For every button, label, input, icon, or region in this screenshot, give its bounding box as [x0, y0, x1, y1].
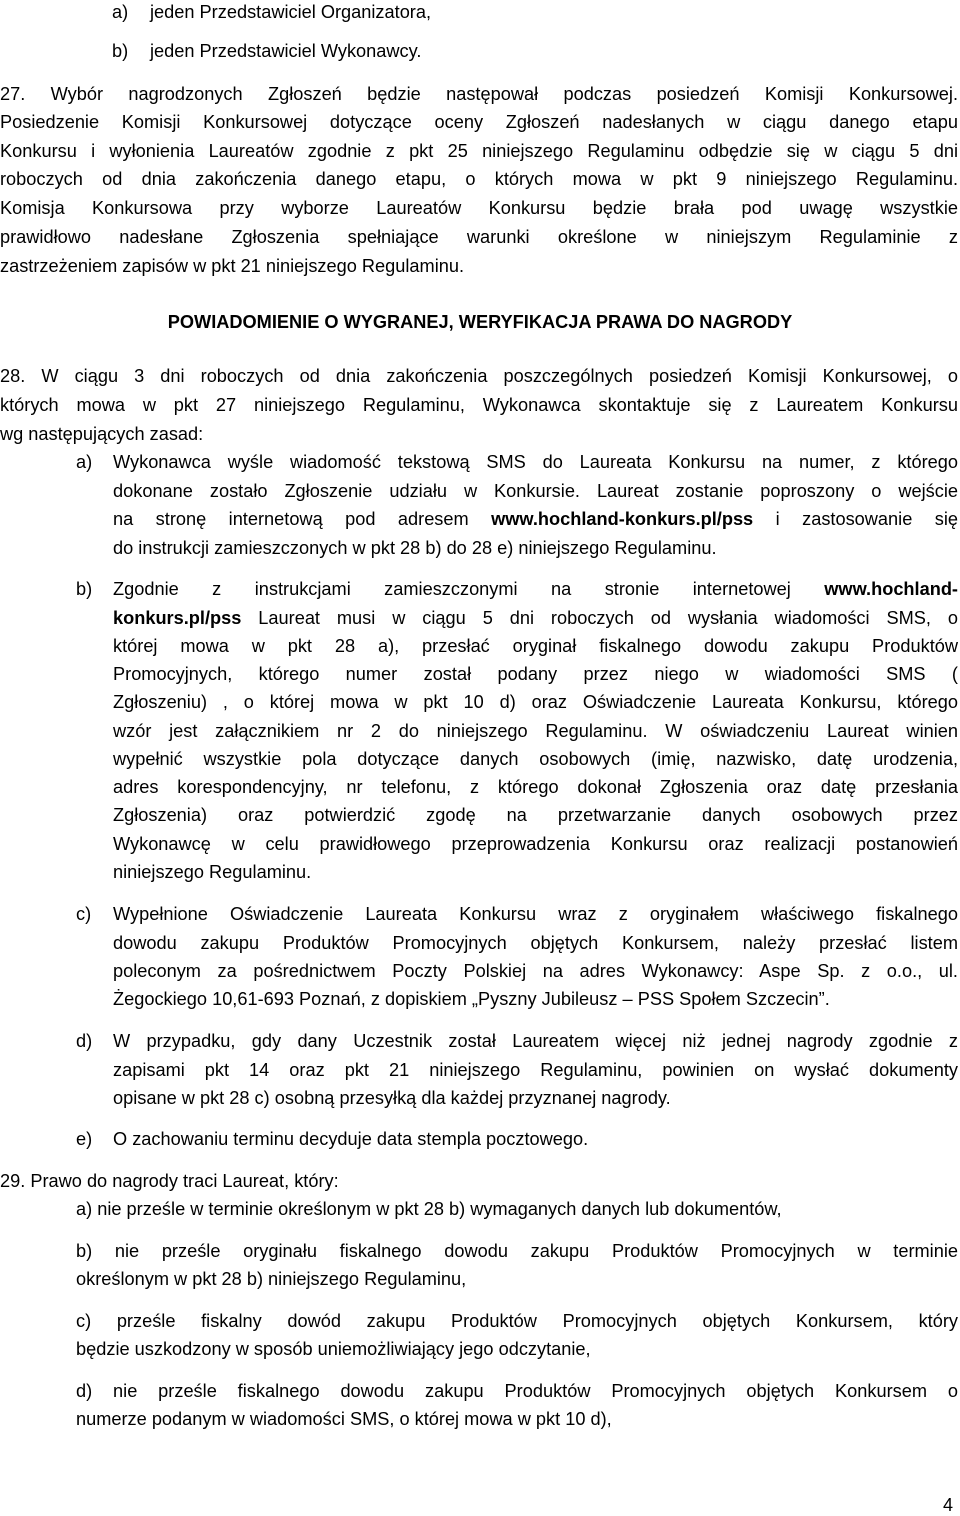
p28-a-line-3-text: na stronę internetową pod adresem	[113, 509, 492, 529]
p28-a-line-1: Wykonawca wyśle wiadomość tekstową SMS do Laureata Konkursu na numer, z którego	[113, 452, 958, 472]
p29-line-1: 29. Prawo do nagrody traci Laureat, który:	[0, 1171, 339, 1191]
p28-c-line-2: dowodu zakupu Produktów Promocyjnych objętych Konkursem, należy przesłać listem	[113, 933, 958, 953]
intro-b-text: jeden Przedstawiciel Wykonawcy.	[150, 41, 422, 61]
p28-c-line-4: Żegockiego 10,61-693 Poznań, z dopiskiem „Pyszny Jubileusz – PSS Społem Szczecin”.	[113, 989, 830, 1009]
p28-b-line-9: Zgłoszenia) oraz potwierdzić zgodę na przetwarzanie danych osobowych przez	[113, 805, 958, 825]
p28-b-line-1	[113, 578, 958, 600]
hochland-url-link-part-2[interactable]: konkurs.pl/pss	[113, 608, 242, 628]
p28-line-3: wg następujących zasad:	[0, 424, 204, 444]
p29-d-line-1: d) nie prześle fiskalnego dowodu zakupu Produktów Promocyjnych objętych Konkursem o	[76, 1381, 958, 1401]
p28-b-line-1-text: Zgodnie z instrukcjami zamieszczonymi na stronie internetowej	[113, 579, 825, 599]
hochland-url-link-part-1[interactable]: www.hochland-	[824, 579, 958, 599]
p27-line-3: Konkursu i wyłonienia Laureatów zgodnie z pkt 25 niniejszego Regulaminu odbędzie się w ciągu 5 dni	[0, 141, 958, 161]
p27-line-6: prawidłowo nadesłane Zgłoszenia spełniające warunki określone w niniejszym Regulaminie z	[0, 227, 958, 247]
p27-line-4: roboczych od dnia zakończenia danego etapu, o których mowa w pkt 9 niniejszego Regulaminu.	[0, 169, 958, 189]
p27-line-2: Posiedzenie Komisji Konkursowej dotyczące oceny Zgłoszeń nadesłanych w ciągu danego etapu	[0, 112, 958, 132]
p29-a: a) nie prześle w terminie określonym w pkt 28 b) wymaganych danych lub dokumentów,	[76, 1199, 782, 1219]
p28-b-line-10: Wykonawcę w celu prawidłowego przeprowadzenia Konkursu oraz realizacji postanowień	[113, 834, 958, 854]
p28-b-line-3: której mowa w pkt 28 a), przesłać oryginał fiskalnego dowodu zakupu Produktów	[113, 636, 958, 656]
p28-line-1: 28. W ciągu 3 dni roboczych od dnia zakończenia poszczególnych posiedzeń Komisji Konkursowej, o	[0, 366, 958, 386]
p28-b-line-6: wzór jest załącznikiem nr 2 do niniejszego Regulaminu. W oświadczeniu Laureat winien	[113, 721, 958, 741]
p28-b-line-2-text: Laureat musi w ciągu 5 dni roboczych od wysłania wiadomości SMS, o	[241, 608, 958, 628]
p27-line-1: 27. Wybór nagrodzonych Zgłoszeń będzie następował podczas posiedzeń Komisji Konkursowej.	[0, 84, 958, 104]
p29-d-line-2: numerze podanym w wiadomości SMS, o której mowa w pkt 10 d),	[76, 1409, 612, 1429]
p28-a-line-2: dokonane zostało Zgłoszenie udziału w Konkursie. Laureat zostanie poproszony o wejście	[113, 481, 958, 501]
p28-d-line-1: W przypadku, gdy dany Uczestnik został Laureatem więcej niż jednej nagrody zgodnie z	[113, 1031, 958, 1051]
p28-c-line-3: poleconym za pośrednictwem Poczty Polskiej na adres Wykonawcy: Aspe Sp. z o.o., ul.	[113, 961, 958, 981]
section-heading: POWIADOMIENIE O WYGRANEJ, WERYFIKACJA PRAWA DO NAGRODY	[167, 312, 793, 332]
p28-line-2: których mowa w pkt 27 niniejszego Regulaminu, Wykonawca skontaktuje się z Laureatem Konkursu	[0, 395, 958, 415]
p28-a-line-4: do instrukcji zamieszczonych w pkt 28 b) do 28 e) niniejszego Regulaminu.	[113, 538, 717, 558]
p28-b-line-8: adres korespondencyjny, nr telefonu, z którego dokonał Zgłoszenia oraz datę przesłania	[113, 777, 958, 797]
p27-line-5: Komisja Konkursowa przy wyborze Laureatów Konkursu będzie brała pod uwagę wszystkie	[0, 198, 958, 218]
p28-c-line-1: Wypełnione Oświadczenie Laureata Konkursu wraz z oryginałem właściwego fiskalnego	[113, 904, 958, 924]
p28-a-label: a)	[76, 452, 93, 472]
p29-b-line-2: określonym w pkt 28 b) niniejszego Regulaminu,	[76, 1269, 467, 1289]
p28-c-label: c)	[76, 904, 92, 924]
p28-d-line-2: zapisami pkt 14 oraz pkt 21 niniejszego Regulaminu, powinien on wysłać dokumenty	[113, 1060, 958, 1080]
p27-line-7: zastrzeżeniem zapisów w pkt 21 niniejszego Regulaminu.	[0, 256, 465, 276]
p28-d-label: d)	[76, 1031, 93, 1051]
p28-b-line-5: Zgłoszeniu) , o której mowa w pkt 10 d) oraz Oświadczenie Laureata Konkursu, którego	[113, 692, 958, 712]
p29-c-line-2: będzie uszkodzony w sposób uniemożliwiający jego odczytanie,	[76, 1339, 591, 1359]
intro-a-label: a)	[112, 2, 129, 22]
p28-a-line-3-tail: i zastosowanie się	[753, 509, 958, 529]
p28-b-line-4: Promocyjnych, którego numer został podany przez niego w wiadomości SMS (	[113, 664, 958, 684]
page-number: 4	[943, 1495, 954, 1515]
p29-c-line-1: c) prześle fiskalny dowód zakupu Produktów Promocyjnych objętych Konkursem, który	[76, 1311, 958, 1331]
p28-b-line-11: niniejszego Regulaminu.	[113, 862, 312, 882]
p28-e-label: e)	[76, 1129, 93, 1149]
p29-b-line-1: b) nie prześle oryginału fiskalnego dowodu zakupu Produktów Promocyjnych w terminie	[76, 1241, 958, 1261]
intro-a-text: jeden Przedstawiciel Organizatora,	[150, 2, 432, 22]
p28-b-line-2	[113, 607, 958, 629]
p28-a-line-3	[113, 508, 958, 530]
p28-b-label: b)	[76, 579, 93, 599]
p28-e-line-1: O zachowaniu terminu decyduje data stempla pocztowego.	[113, 1129, 589, 1149]
p28-b-line-7: wypełnić wszystkie pola dotyczące danych osobowych (imię, nazwisko, datę urodzenia,	[113, 749, 958, 769]
p28-d-line-3: opisane w pkt 28 c) osobną przesyłką dla każdej przyznanej nagrody.	[113, 1088, 671, 1108]
hochland-url-link[interactable]: www.hochland-konkurs.pl/pss	[491, 509, 754, 529]
intro-b-label: b)	[112, 41, 129, 61]
